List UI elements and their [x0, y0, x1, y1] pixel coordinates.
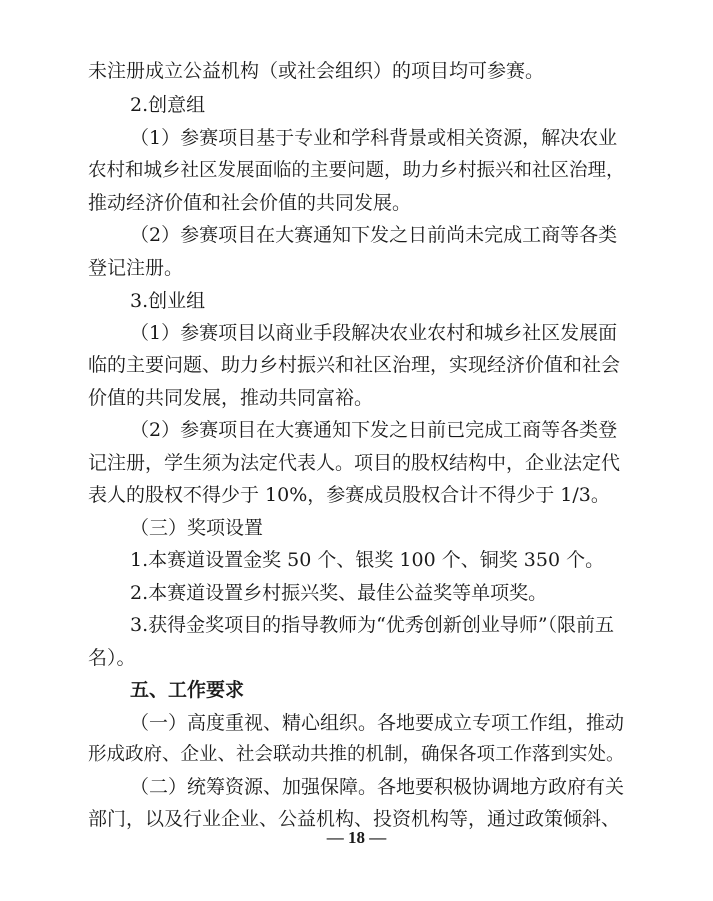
- text-line: 临的主要问题、助力乡村振兴和社区治理，实现经济价值和社会: [88, 354, 621, 376]
- section-label-creative: 2.创意组: [130, 94, 206, 116]
- text-line: 登记注册。: [88, 257, 184, 279]
- chapter-heading-work-requirements: 五、工作要求: [130, 679, 245, 701]
- text-line: 未注册成立公益机构（或社会组织）的项目均可参赛。: [88, 60, 545, 82]
- text-line: 农村和城乡社区发展面临的主要问题，助力乡村振兴和社区治理，: [88, 160, 625, 181]
- text-line: 记注册，学生须为法定代表人。项目的股权结构中，企业法定代: [88, 452, 621, 474]
- text-line: 价值的共同发展，推动共同富裕。: [88, 387, 374, 409]
- text-line: （1）参赛项目以商业手段解决农业农村和城乡社区发展面: [130, 322, 618, 344]
- text-line: （2）参赛项目在大赛通知下发之日前尚未完成工商等各类: [130, 224, 618, 246]
- text-line: 名）。: [88, 647, 136, 669]
- text-line: 部门，以及行业企业、公益机构、投资机构等，通过政策倾斜、: [88, 808, 621, 830]
- text-line: （二）统筹资源、加强保障。各地要积极协调地方政府有关: [130, 776, 625, 798]
- text-line: 1.本赛道设置金奖 50 个、银奖 100 个、铜奖 350 个。: [130, 549, 605, 571]
- text-line: （一）高度重视、精心组织。各地要成立专项工作组，推动: [130, 712, 625, 734]
- section-label-startup: 3.创业组: [130, 290, 206, 312]
- text-line: （1）参赛项目基于专业和学科背景或相关资源，解决农业: [130, 127, 618, 149]
- text-line: 2.本赛道设置乡村振兴奖、最佳公益奖等单项奖。: [130, 582, 548, 604]
- text-line: 表人的股权不得少于 10%，参赛成员股权合计不得少于 1/3。: [88, 484, 610, 506]
- page-number: — 18 —: [326, 828, 387, 847]
- text-line: 形成政府、企业、社会联动共推的机制，确保各项工作落到实处。: [88, 744, 625, 765]
- text-line: （2）参赛项目在大赛通知下发之日前已完成工商等各类登: [130, 419, 618, 441]
- section-heading-awards: （三）奖项设置: [130, 517, 264, 539]
- text-line: 3.获得金奖项目的指导教师为“优秀创新创业导师”（限前五: [130, 614, 615, 636]
- text-line: 推动经济价值和社会价值的共同发展。: [88, 192, 412, 214]
